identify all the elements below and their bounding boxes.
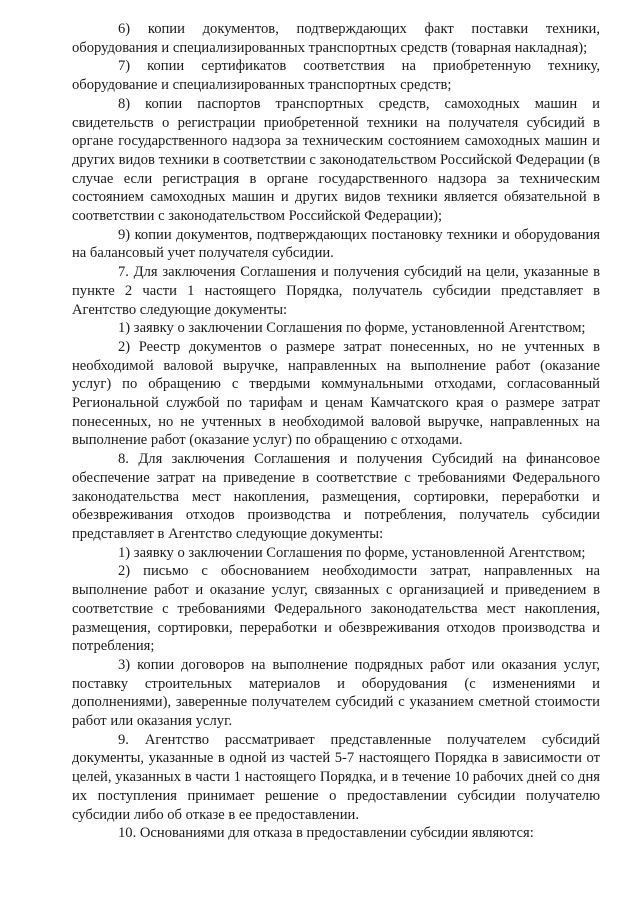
paragraph-section-10: 10. Основаниями для отказа в предоставлении субсидии являются: <box>118 825 534 842</box>
paragraph-item-6-copies-delivery: 6) копии документов, подтверждающих факт поставки техники, оборудования и специализированных транспортных средств (товарная накладная); <box>72 21 600 56</box>
paragraph-section-8: 8. Для заключения Соглашения и получения Субсидий на финансовое обеспечение затрат на приведение в соответствие с требованиями Федерального законодательства мест накопления, размещения, сортировки, переработки и обезвреживания отходов производства и потребления, получатель субсидии представляет в Агентство следующие документы: <box>72 451 600 542</box>
paragraph-item-9-balance: 9) копии документов, подтверждающих постановку техники и оборудования на балансовый учет получателя субсидии. <box>72 226 600 262</box>
paragraph-section-8-item-2: 2) письмо с обоснованием необходимости затрат, направленных на выполнение работ и оказание услуг, связанных с организацией и приведением в соответствие с требованиями Федерального законодательства мест накопления, размещения, сортировки, переработки и обезвреживания отходов производства и потребления; <box>72 563 600 655</box>
paragraph-section-8-item-3: 3) копии договоров на выполнение подрядных работ или оказания услуг, поставку строительных материалов и оборудования (с изменениями и дополнениями), заверенные получателем субсидий с указанием сметной стоимости работ или оказания услуг. <box>72 656 600 730</box>
paragraph-section-7: 7. Для заключения Соглашения и получения субсидий на цели, указанные в пункте 2 части 1 настоящего Порядка, получатель субсидии представляет в Агентство следующие документы: <box>72 264 600 318</box>
paragraph-item-7-certificates: 7) копии сертификатов соответствия на приобретенную технику, оборудование и специализированных транспортных средств; <box>72 58 600 94</box>
paragraph-item-8-passports: 8) копии паспортов транспортных средств, самоходных машин и свидетельств о регистрации приобретенной техники на получателя субсидий в органе государственного надзора за техническим состоянием самоходных машин и других видов техники в соответствии с законодательством Российской Федерации (в случае если регистрация в органе государственного надзора за техническим состоянием самоходных машин и других видов техники является обязательной в соответствии с законодательством Российской Федерации); <box>72 95 600 225</box>
paragraph-section-8-item-1: 1) заявку о заключении Соглашения по форме, установленной Агентством; <box>118 544 586 561</box>
document-page <box>72 20 600 843</box>
paragraph-section-7-item-2: 2) Реестр документов о размере затрат понесенных, но не учтенных в необходимой валовой выручке, направленных на выполнение работ (оказание услуг) по обращению с твердыми коммунальными отходами, согласованный Региональной службой по тарифам и ценам Камчатского края о размере затрат понесенных, но не учтенных в необходимой валовой выручке, направленных на выполнение работ (оказание услуг) по обращению с отходами. <box>72 338 600 449</box>
paragraph-section-7-item-1: 1) заявку о заключении Соглашения по форме, установленной Агентством; <box>118 320 586 337</box>
paragraph-section-9: 9. Агентство рассматривает представленные получателем субсидий документы, указанные в одной из частей 5-7 настоящего Порядка в зависимости от целей, указанных в части 1 настоящего Порядка, и в течение 10 рабочих дней со дня их поступления принимает решение о предоставлении субсидии получателю субсидии либо об отказе в ее предоставлении. <box>72 731 600 823</box>
